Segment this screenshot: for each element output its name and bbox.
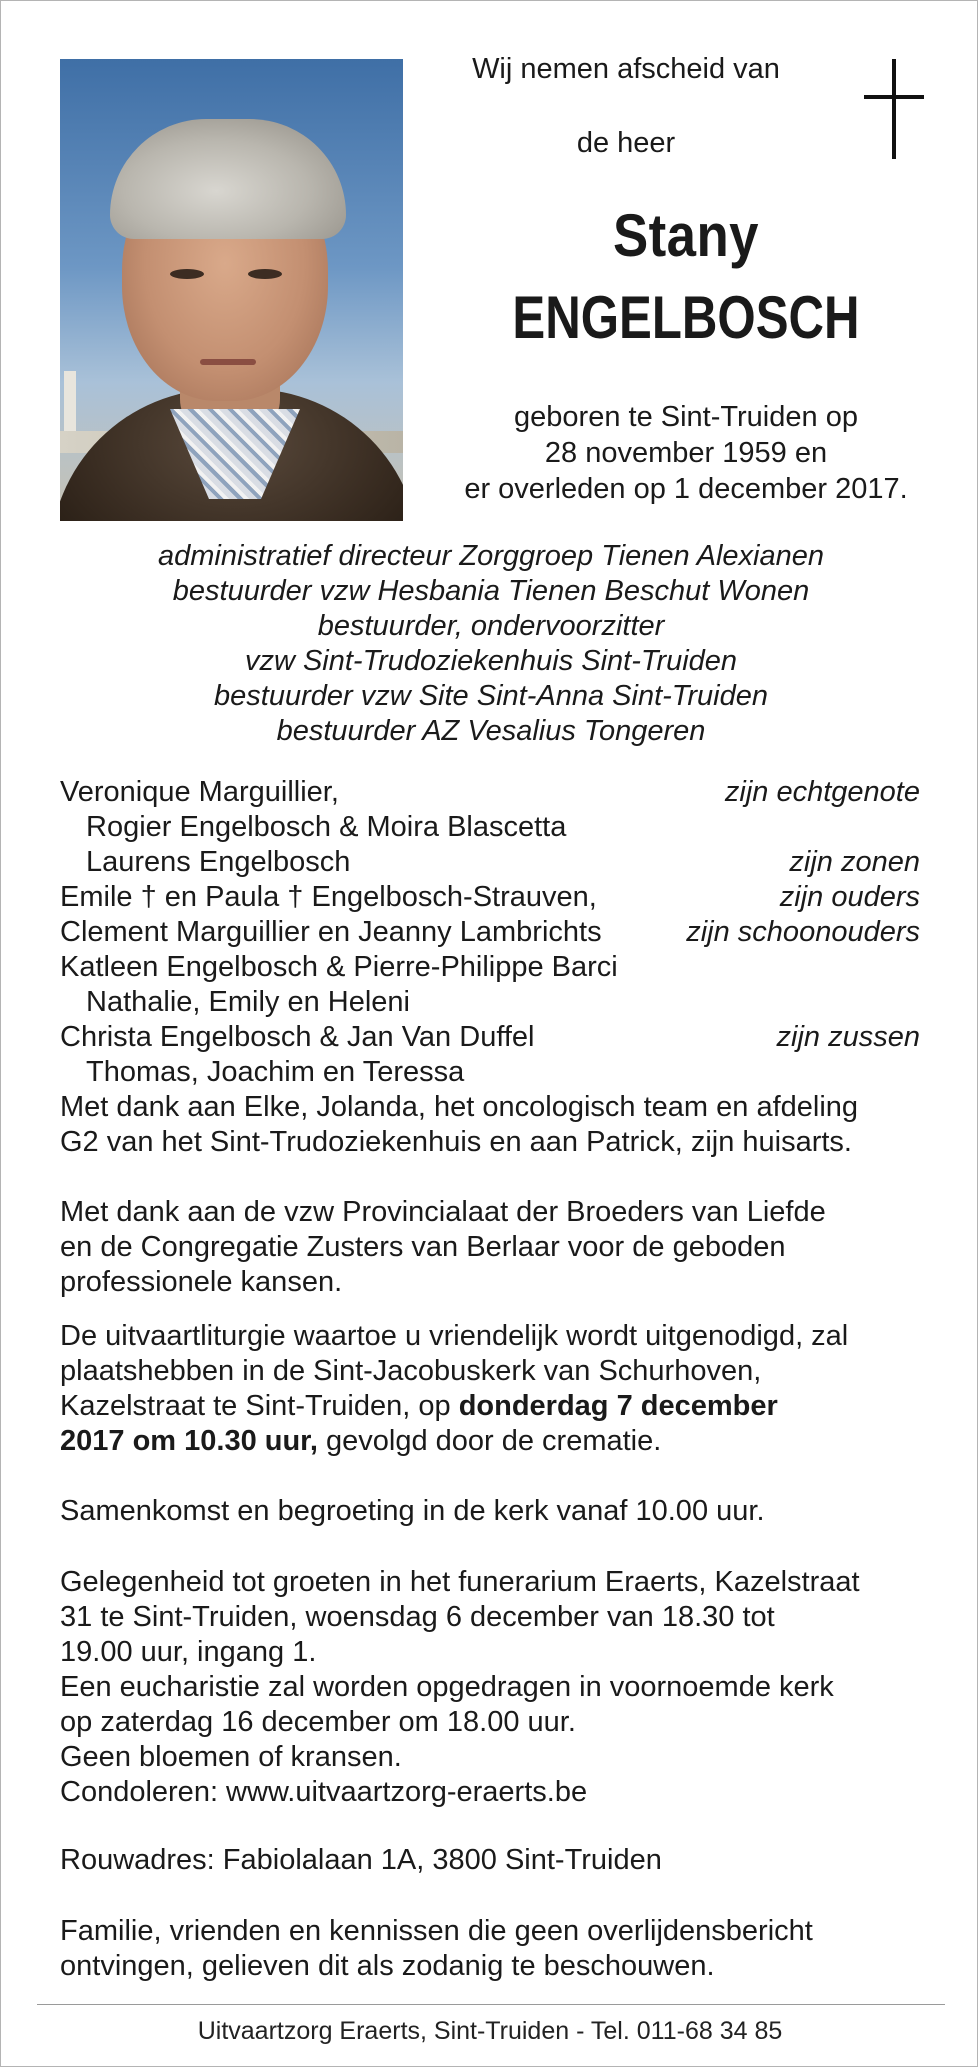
family-relation: zijn echtgenote xyxy=(724,776,920,808)
text-line: Met dank aan Elke, Jolanda, het oncologisch team en afdeling xyxy=(60,1091,859,1123)
family-name: Katleen Engelbosch & Pierre-Philippe Barci xyxy=(60,951,618,983)
family-name: Nathalie, Emily en Heleni xyxy=(86,986,410,1018)
cross-icon xyxy=(864,59,924,159)
function-line: bestuurder vzw Hesbania Tienen Beschut Wonen xyxy=(172,575,810,607)
thanks-paragraph xyxy=(60,1090,930,1160)
text-line xyxy=(60,1424,930,1459)
last-name: ENGELBOSCH xyxy=(512,284,860,351)
family-relation: zijn zonen xyxy=(789,846,920,878)
meeting-paragraph: Samenkomst en begroeting in de kerk vanaf 10.00 uur. xyxy=(60,1495,765,1527)
text-line: Familie, vrienden en kennissen die geen overlijdensbericht xyxy=(60,1915,813,1947)
family-list xyxy=(60,775,920,1090)
family-row xyxy=(60,1055,920,1090)
text-line: Geen bloemen of kransen. xyxy=(60,1741,402,1773)
family-relation: zijn schoonouders xyxy=(686,916,920,948)
family-row xyxy=(60,950,920,985)
family-row xyxy=(60,880,920,915)
first-name: Stany xyxy=(613,202,759,269)
family-relation: zijn zussen xyxy=(776,1021,920,1053)
text-line: 19.00 uur, ingang 1. xyxy=(60,1636,317,1668)
divider xyxy=(37,2004,945,2005)
text-line: op zaterdag 16 december om 18.00 uur. xyxy=(60,1706,576,1738)
family-name: Thomas, Joachim en Teressa xyxy=(86,1056,465,1088)
text-line: plaatshebben in de Sint-Jacobuskerk van Schurhoven, xyxy=(60,1355,762,1387)
family-row xyxy=(60,810,920,845)
family-row xyxy=(60,1020,920,1055)
portrait-photo xyxy=(60,59,403,521)
family-name: Christa Engelbosch & Jan Van Duffel xyxy=(60,1021,535,1053)
text-line: Condoleren: www.uitvaartzorg-eraerts.be xyxy=(60,1776,588,1808)
text-line: Gelegenheid tot groeten in het funerarium Eraerts, Kazelstraat xyxy=(60,1566,860,1598)
function-line: bestuurder, ondervoorzitter xyxy=(317,610,665,642)
funeral-date: donderdag 7 december xyxy=(458,1390,778,1422)
closing-paragraph xyxy=(60,1914,930,1984)
family-name: Veronique Marguillier, xyxy=(60,776,339,808)
family-name: Rogier Engelbosch & Moira Blascetta xyxy=(86,811,567,843)
text-line xyxy=(60,1389,930,1424)
family-name: Emile † en Paula † Engelbosch-Strauven, xyxy=(60,881,597,913)
title-text: de heer xyxy=(576,127,676,159)
text-line: De uitvaartliturgie waartoe u vriendelijk wordt uitgenodigd, zal xyxy=(60,1320,849,1352)
functions-list xyxy=(41,539,941,749)
function-line: bestuurder vzw Site Sint-Anna Sint-Truiden xyxy=(214,680,768,712)
function-line: bestuurder AZ Vesalius Tongeren xyxy=(276,715,706,747)
text-line: Een eucharistie zal worden opgedragen in voornoemde kerk xyxy=(60,1671,834,1703)
family-row xyxy=(60,985,920,1020)
mourning-address: Rouwadres: Fabiolalaan 1A, 3800 Sint-Truiden xyxy=(60,1844,662,1876)
family-row xyxy=(60,915,920,950)
text-line: 31 te Sint-Truiden, woensdag 6 december van 18.30 tot xyxy=(60,1601,775,1633)
born-line: er overleden op 1 december 2017. xyxy=(464,473,908,505)
family-row xyxy=(60,845,920,880)
text-line: en de Congregatie Zusters van Berlaar voor de geboden xyxy=(60,1231,786,1263)
function-line: administratief directeur Zorggroep Tienen Alexianen xyxy=(157,540,825,572)
function-line: vzw Sint-Trudoziekenhuis Sint-Truiden xyxy=(244,645,738,677)
funeral-liturgy-paragraph xyxy=(60,1319,930,1459)
text-fragment: gevolgd door de crematie. xyxy=(317,1425,662,1457)
born-line: geboren te Sint-Truiden op xyxy=(514,401,858,433)
funeral-time: 2017 om 10.30 uur, xyxy=(60,1425,318,1457)
greeting-paragraph xyxy=(60,1565,930,1810)
birth-death-info xyxy=(426,399,946,507)
text-fragment: Kazelstraat te Sint-Truiden, op xyxy=(60,1390,459,1422)
text-line: professionele kansen. xyxy=(60,1266,343,1298)
thanks-organisations-paragraph xyxy=(60,1195,930,1300)
text-line: Met dank aan de vzw Provincialaat der Broeders van Liefde xyxy=(60,1196,826,1228)
footer-undertaker: Uitvaartzorg Eraerts, Sint-Truiden - Tel. 011-68 34 85 xyxy=(197,2017,783,2045)
text-line: ontvingen, gelieven dit als zodanig te beschouwen. xyxy=(60,1950,715,1982)
family-relation: zijn ouders xyxy=(779,881,920,913)
intro-text: Wij nemen afscheid van xyxy=(472,53,780,85)
text-line: G2 van het Sint-Trudoziekenhuis en aan Patrick, zijn huisarts. xyxy=(60,1126,852,1158)
born-line: 28 november 1959 en xyxy=(544,437,828,469)
family-row xyxy=(60,775,920,810)
family-name: Clement Marguillier en Jeanny Lambrichts xyxy=(60,916,602,948)
family-name: Laurens Engelbosch xyxy=(86,846,351,878)
